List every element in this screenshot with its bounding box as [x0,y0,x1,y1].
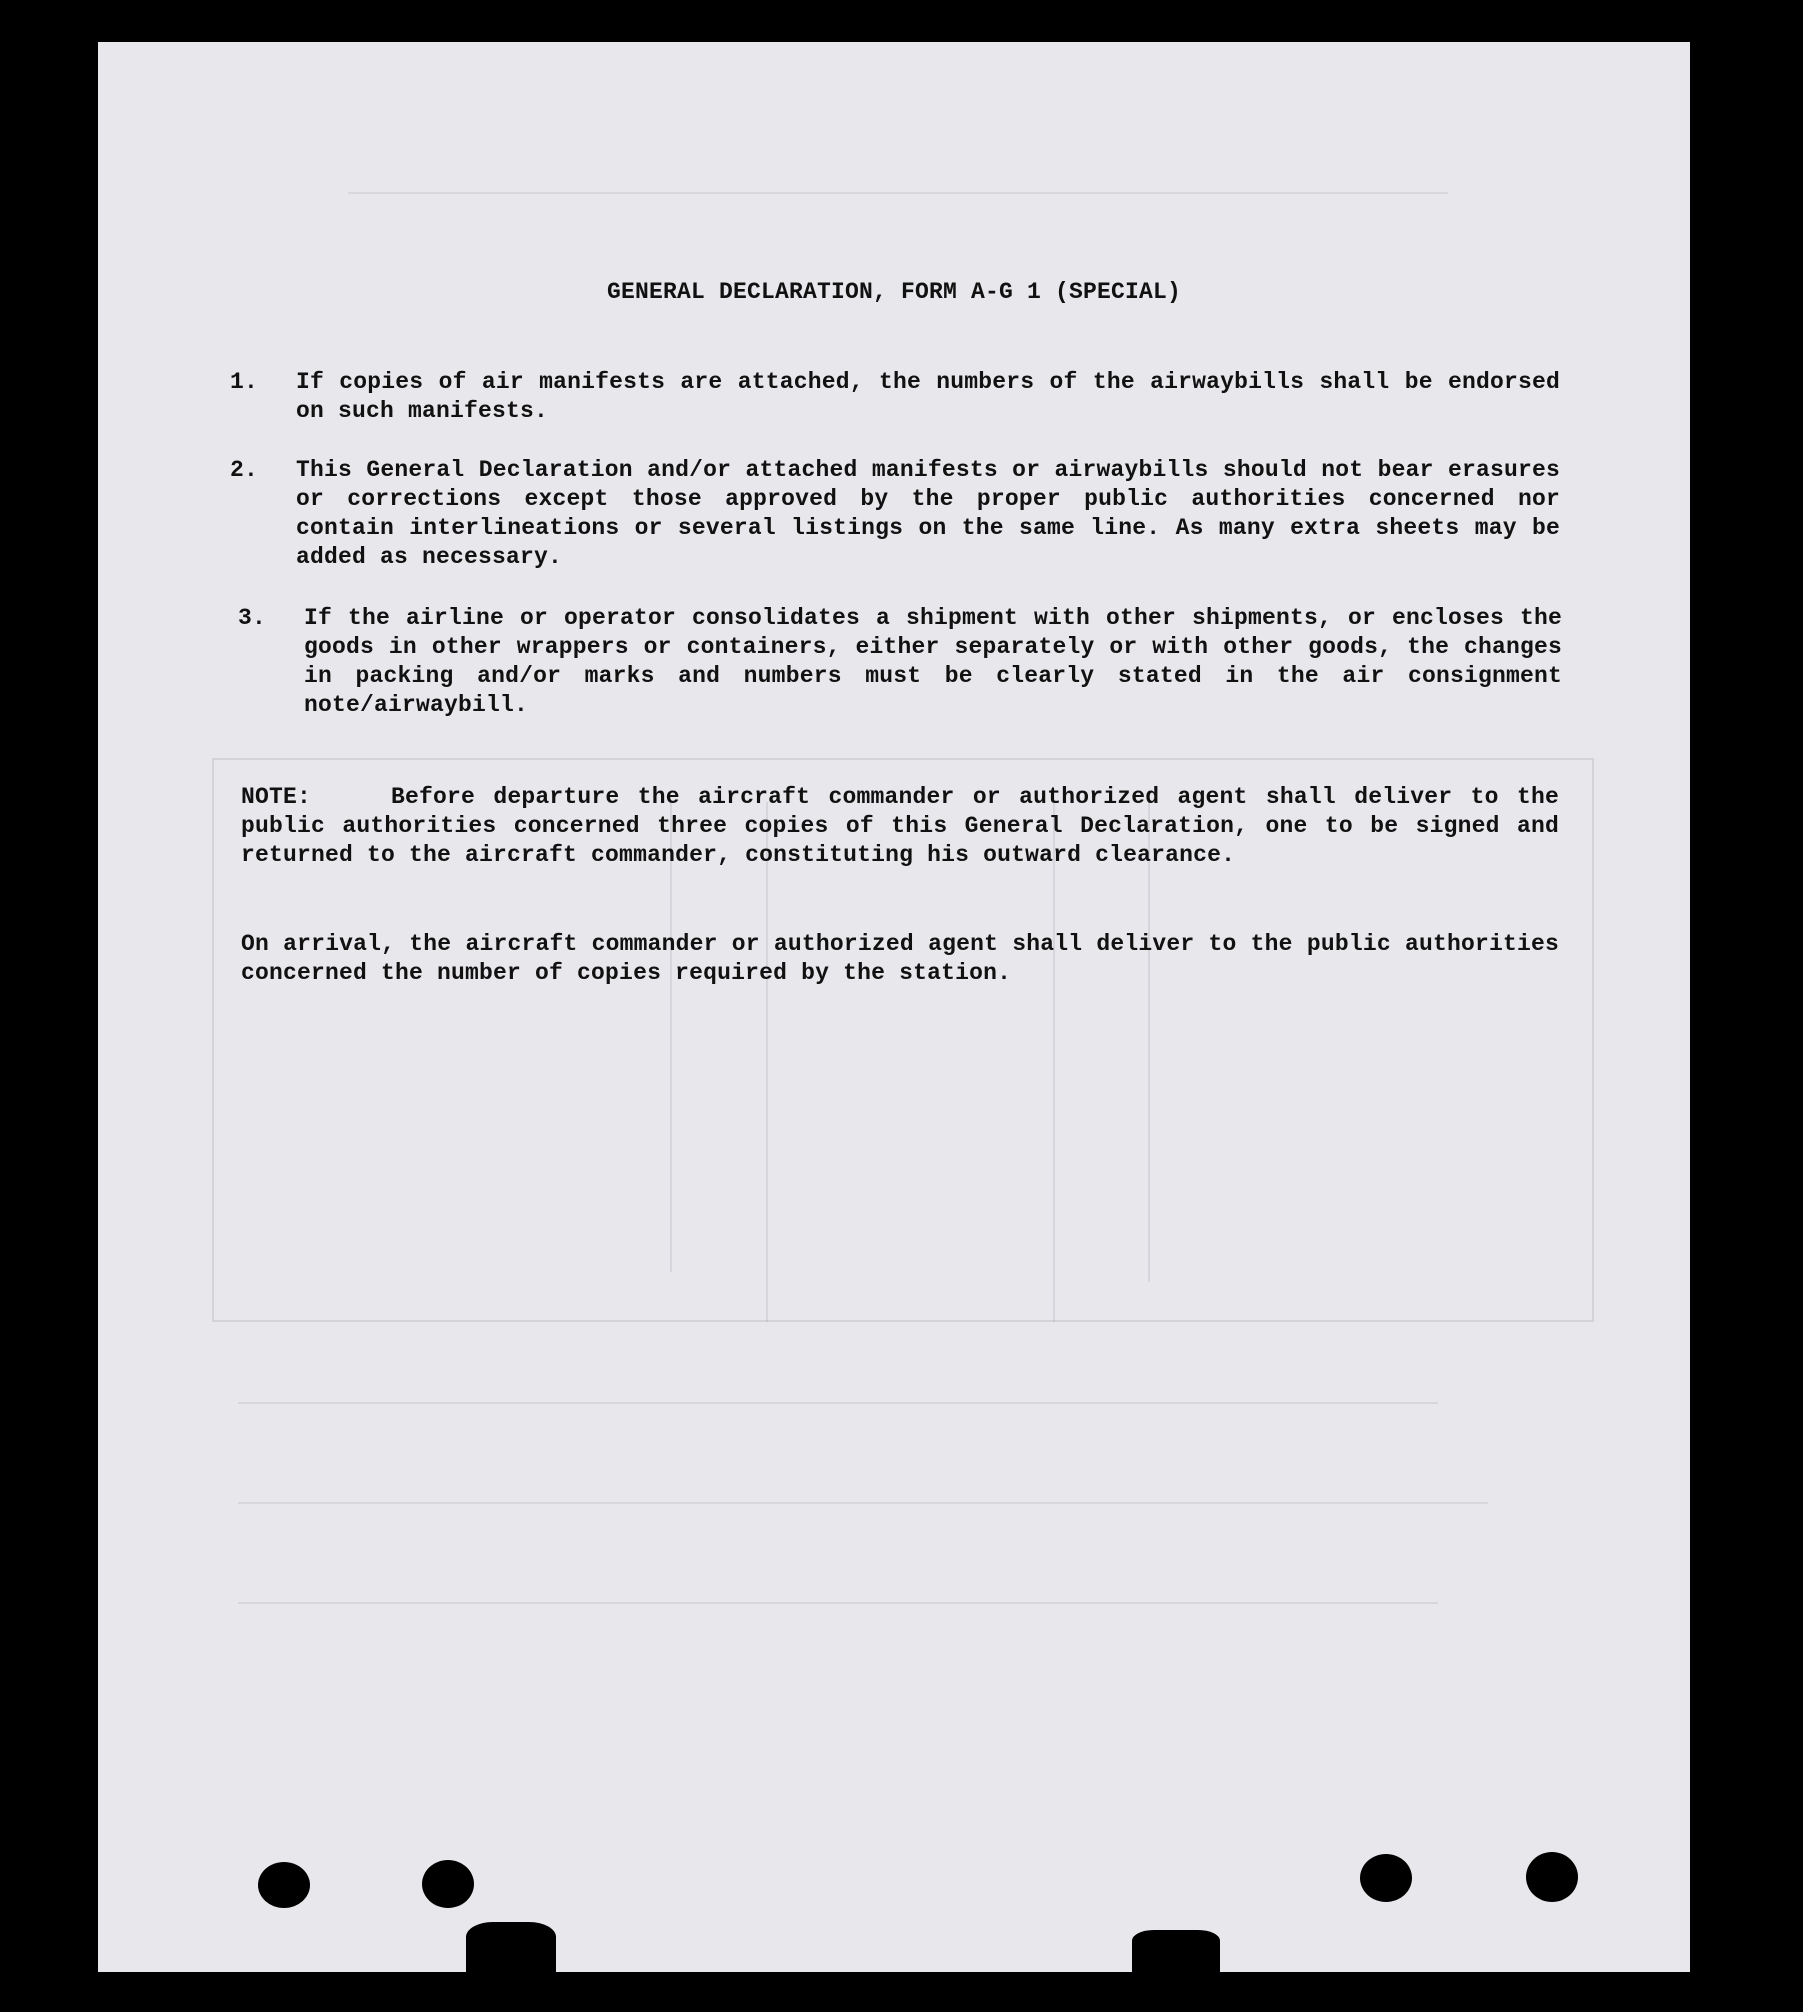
note-label: NOTE: [241,784,312,810]
paper-sheet [98,42,1690,1972]
item-text: This General Declaration and/or attached manifests or airwaybills should not bear erasures or corrections except those approved by the proper public authorities concerned nor contain interlineations or several listings on the same line. As many extra sheets may be added as necessary. [296,457,1560,570]
bleed-hline [348,192,1448,194]
list-item-1 [230,368,1560,426]
document-title: GENERAL DECLARATION, FORM A-G 1 (SPECIAL) [606,279,1182,305]
note-text: Before departure the aircraft commander or authorized agent shall deliver to the public authorities concerned three copies of this General Declaration, one to be signed and returned to the aircraft commander, constituting his outward clearance. [241,784,1559,868]
item-text: If the airline or operator consolidates a shipment with other shipments, or encloses the goods in other wrappers or containers, either separately or with other goods, the changes in packing and/or marks and numbers must be clearly stated in the air consignment note/airwaybill. [304,605,1562,718]
edge-blot [466,1922,556,1972]
reverse-side-bleed-through [98,42,1690,1972]
arrival-paragraph [241,930,1559,988]
punch-hole [1360,1854,1412,1902]
punch-hole [258,1862,310,1908]
bleed-vline [1053,802,1055,1322]
bleed-vline [1148,802,1150,1282]
edge-blot [1132,1930,1220,1972]
bleed-vline [766,802,768,1322]
item-number: 3. [238,605,267,631]
list-item-2 [230,456,1560,572]
note-paragraph [241,783,1559,870]
bleed-hline [238,1602,1438,1604]
item-number: 1. [230,369,259,395]
item-text: If copies of air manifests are attached, the numbers of the airwaybills shall be endorsed on such manifests. [296,369,1560,424]
punch-hole [1526,1852,1578,1902]
item-number: 2. [230,457,259,483]
arrival-text: On arrival, the aircraft commander or authorized agent shall deliver to the public authorities concerned the number of copies required by the station. [241,931,1559,986]
bleed-hline [238,1402,1438,1404]
bleed-vline [670,802,672,1272]
bleed-hline [238,1502,1488,1504]
list-item-3 [238,604,1562,720]
punch-hole [422,1860,474,1908]
